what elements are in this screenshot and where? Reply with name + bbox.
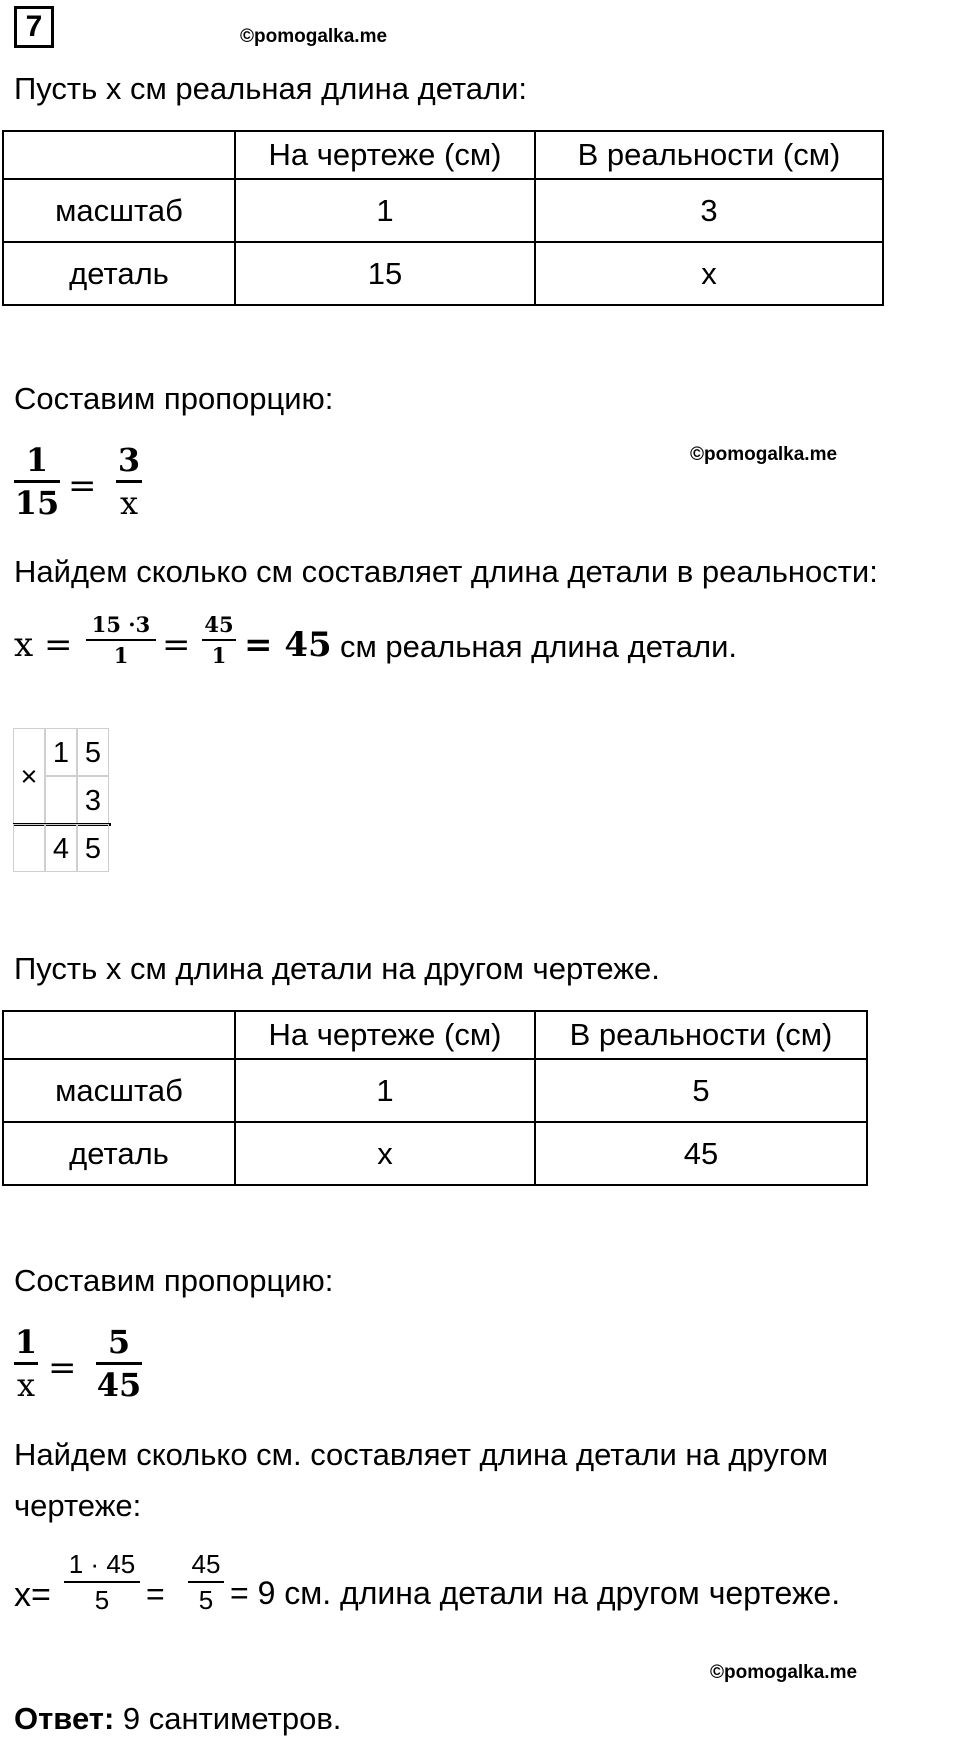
part2-intro: Пусть х см длина детали на другом чертеже. — [14, 951, 660, 986]
fraction-numerator: 15 ·3 — [91, 612, 151, 637]
fraction-denominator: x — [119, 484, 139, 522]
table-header-cell — [3, 1011, 235, 1059]
solution-x-label: x = — [14, 625, 73, 665]
fraction-denominator: 1 — [211, 643, 227, 668]
fraction-numerator: 1 · 45 — [68, 1549, 136, 1579]
table-header-cell: В реальности (см) — [535, 131, 883, 179]
fraction-bar — [14, 480, 60, 483]
solution-x-label: x= — [14, 1576, 51, 1614]
multiply-sign: × — [13, 728, 45, 824]
answer-line — [14, 1700, 341, 1737]
fraction-bar — [14, 1362, 38, 1365]
part1-solution-fraction-1 — [86, 614, 156, 666]
table-cell: масштаб — [3, 1059, 235, 1122]
table-cell: 1 — [235, 1059, 535, 1122]
part2-proportion-heading: Составим пропорцию: — [14, 1263, 334, 1298]
digit-cell: 1 — [45, 728, 77, 776]
table-row — [3, 1059, 867, 1122]
solution-result: = 45 — [244, 625, 332, 665]
answer-label: Ответ: — [14, 1701, 115, 1736]
digit-cell: 5 — [77, 728, 109, 776]
digit-cell: 3 — [77, 776, 109, 824]
fraction-numerator: 45 — [204, 612, 234, 637]
table-cell: 3 — [535, 179, 883, 242]
fraction-denominator: 45 — [96, 1366, 142, 1404]
fraction-bar — [116, 480, 142, 483]
watermark-top: ©pomogalka.me — [240, 26, 388, 47]
fraction-denominator: 5 — [198, 1585, 214, 1615]
part1-proportion-heading: Составим пропорцию: — [14, 381, 334, 416]
part1-solution-fraction-2 — [202, 614, 236, 666]
table-cell: деталь — [3, 242, 235, 305]
part2-fraction-right — [96, 1323, 142, 1404]
fraction-denominator: 5 — [94, 1585, 110, 1615]
table-cell: 1 — [235, 179, 535, 242]
table-cell: х — [235, 1122, 535, 1185]
digit-cell — [45, 776, 77, 824]
solution-tail: = 9 см. длина детали на другом чертеже. — [230, 1575, 841, 1611]
watermark-bottom: ©pomogalka.me — [710, 1662, 858, 1683]
fraction-numerator: 1 — [25, 441, 49, 479]
table-row — [3, 179, 883, 242]
fraction-bar — [86, 639, 156, 641]
equals-sign: = — [48, 1348, 77, 1388]
table-cell: 45 — [535, 1122, 867, 1185]
fraction-numerator: 3 — [117, 441, 141, 479]
table-header-row — [3, 1011, 867, 1059]
part2-find-text-line2: чертеже: — [14, 1488, 142, 1523]
part1-find-text: Найдем сколько см составляет длина детали в реальности: — [14, 554, 878, 589]
equals-sign: = — [68, 466, 97, 506]
part1-fraction-right — [116, 441, 142, 522]
equals-sign: = — [146, 1576, 165, 1612]
table-row — [3, 242, 883, 305]
table-header-cell: В реальности (см) — [535, 1011, 867, 1059]
fraction-numerator: 1 — [14, 1323, 38, 1361]
part2-solution-fraction-1 — [64, 1551, 140, 1613]
part2-table — [2, 1010, 868, 1186]
table-cell: 15 — [235, 242, 535, 305]
fraction-bar — [96, 1362, 142, 1365]
table-cell: масштаб — [3, 179, 235, 242]
fraction-numerator: 45 — [191, 1549, 221, 1579]
answer-text: 9 сантиметров. — [114, 1701, 342, 1736]
table-header-cell: На чертеже (см) — [235, 1011, 535, 1059]
part2-fraction-left — [14, 1323, 38, 1404]
table-cell: 5 — [535, 1059, 867, 1122]
task-number: 7 — [14, 6, 54, 48]
part1-fraction-left — [14, 441, 60, 522]
digit-cell: 5 — [77, 824, 109, 872]
part1-table — [2, 130, 884, 306]
fraction-bar — [202, 639, 236, 641]
fraction-bar — [64, 1581, 140, 1583]
part2-find-text-line1: Найдем сколько см. составляет длина детали на другом — [14, 1437, 829, 1472]
table-header-cell — [3, 131, 235, 179]
part2-solution-fraction-2 — [188, 1551, 224, 1613]
digit-cell — [13, 824, 45, 872]
watermark-middle: ©pomogalka.me — [690, 444, 838, 465]
fraction-denominator: x — [16, 1366, 36, 1404]
fraction-denominator: 15 — [14, 484, 60, 522]
equals-sign: = — [162, 625, 191, 665]
fraction-denominator: 1 — [113, 643, 129, 668]
fraction-numerator: 5 — [107, 1323, 131, 1361]
table-header-cell: На чертеже (см) — [235, 131, 535, 179]
table-cell: деталь — [3, 1122, 235, 1185]
part1-intro: Пусть х см реальная длина детали: — [14, 71, 528, 106]
table-header-row — [3, 131, 883, 179]
digit-cell: 4 — [45, 824, 77, 872]
solution-tail: см реальная длина детали. — [340, 629, 738, 664]
fraction-bar — [188, 1581, 224, 1583]
table-cell: х — [535, 242, 883, 305]
table-row — [3, 1122, 867, 1185]
